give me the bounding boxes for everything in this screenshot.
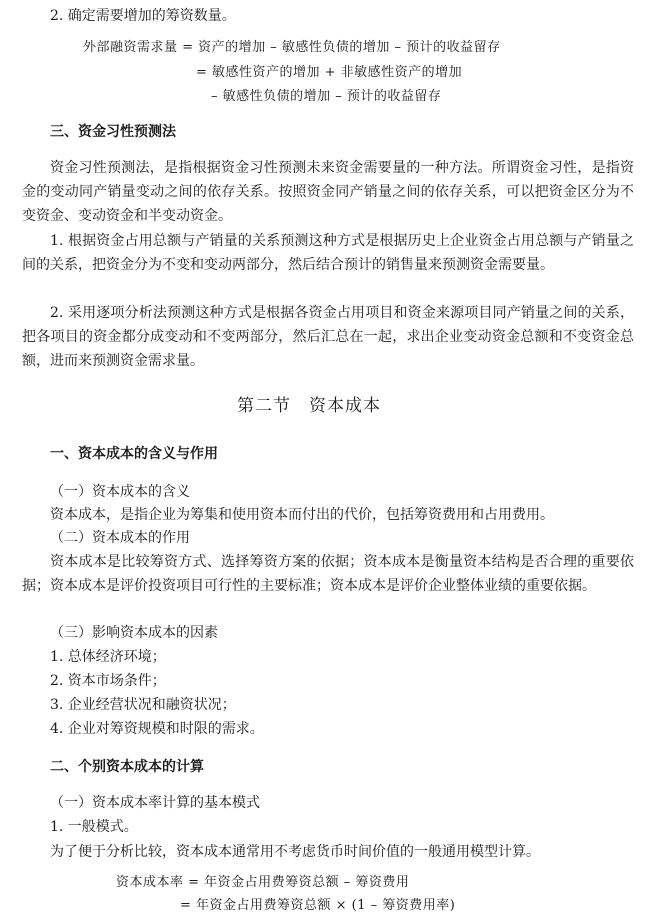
cost-formula-line-2: = 年资金占用费筹资总额 × (1 – 筹资费用率) [180, 898, 456, 913]
function-text: 资本成本是比较筹资方式、选择筹资方案的依据；资本成本是衡量资本结构是否合理的重要依据；资本成本是评价投资项目可行性的主要标准；资本成本是评价企业整体业绩的重要依据。 [22, 554, 634, 594]
section-heading-2: 二、个别资本成本的计算 [50, 759, 204, 775]
factor-item: 4. 企业对筹资规模和时限的需求。 [50, 721, 264, 737]
general-model-text: 为了便于分析比较，资本成本通常用不考虑货币时间价值的一般通用模型计算。 [50, 844, 540, 860]
general-model-label: 1. 一般模式。 [50, 819, 138, 835]
subheading-factors: （三）影响资本成本的因素 [50, 625, 218, 641]
factor-item: 1. 总体经济环境； [50, 649, 166, 665]
subheading-basic-model: （一）资本成本率计算的基本模式 [50, 795, 260, 811]
formula-line-2: = 敏感性资产的增加 + 非敏感性资产的增加 [196, 65, 463, 80]
paragraph-method-2: 2. 采用逐项分析法预测这种方式是根据各资金占用项目和资金来源项目同产销量之间的关系，把各项目的资金都分成变动和不变两部分，然后汇总在一起，求出企业变动资金总额和不变资金总额，进而来预测资金需求量。 [22, 305, 634, 369]
cost-formula-line-1: 资本成本率 = 年资金占用费筹资总额 – 筹资费用 [116, 875, 410, 890]
formula-line-3: – 敏感性负债的增加 – 预计的收益留存 [211, 89, 442, 104]
chapter-title: 第二节 资本成本 [237, 396, 381, 416]
section-heading-1: 一、资本成本的含义与作用 [50, 446, 218, 462]
subheading-definition: （一）资本成本的含义 [50, 484, 190, 500]
subheading-function: （二）资本成本的作用 [50, 530, 190, 546]
paragraph-method-1: 1. 根据资金占用总额与产销量的关系预测这种方式是根据历史上企业资金占用总额与产销量之间的关系，把资金分为不变和变动两部分，然后结合预计的销售量来预测资金需要量。 [22, 233, 634, 273]
item-2-line: 2. 确定需要增加的筹资数量。 [50, 8, 236, 24]
formula-line-1: 外部融资需求量 = 资产的增加 – 敏感性负债的增加 – 预计的收益留存 [83, 40, 501, 55]
definition-text: 资本成本，是指企业为筹集和使用资本而付出的代价，包括筹资费用和占用费用。 [50, 507, 554, 523]
factor-item: 2. 资本市场条件； [50, 673, 166, 689]
paragraph-capital-habit: 资金习性预测法，是指根据资金习性预测未来资金需要量的一种方法。所谓资金习性，是指资金的变动同产销量变动之间的依存关系。按照资金同产销量之间的依存关系，可以把资金区分为不变资金、变动资金和半变动资金。 [22, 160, 634, 224]
factor-item: 3. 企业经营状况和融资状况； [50, 697, 236, 713]
section-heading-3: 三、资金习性预测法 [50, 124, 176, 140]
